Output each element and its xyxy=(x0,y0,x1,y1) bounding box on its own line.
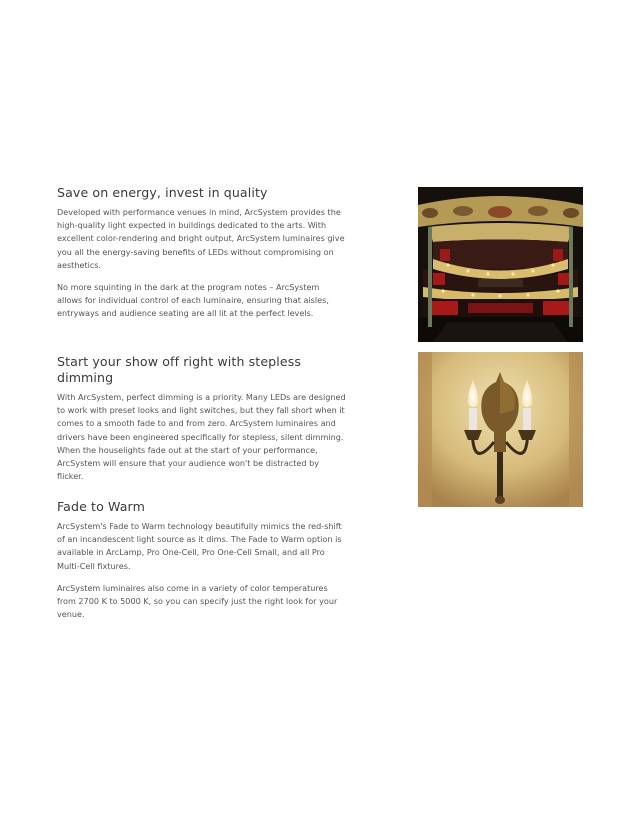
section-fade-to-warm xyxy=(57,499,347,630)
theater-interior-photo xyxy=(418,187,583,342)
paragraph: ArcSystem luminaires also come in a variety of color temperatures from 2700 K to 5000 K, so you can specify just the right look for your venue. xyxy=(57,582,338,620)
paragraph: Developed with performance venues in mind, ArcSystem provides the high-quality light expected in buildings dedicated to the arts. With excellent color-rendering and bright output, ArcSystem luminaires give you all the energy-saving benefits of LEDs without compromising on aesthetics. xyxy=(57,207,345,270)
section-heading: Fade to Warm xyxy=(57,499,145,514)
paragraph: With ArcSystem, perfect dimming is a priority. Many LEDs are designed to work with preset looks and light switches, but they fall short when it comes to a smooth fade to and from zero. ArcSystem luminaires and drivers have been engineered specifically for stepless, silent dimming. When the houselights fade out at the start of your performance, ArcSystem will ensure that your audience won't be distracted by flicker. xyxy=(57,392,346,482)
section-stepless-dimming xyxy=(57,354,347,492)
section-heading: Save on energy, invest in quality xyxy=(57,185,268,200)
wall-sconce-photo xyxy=(418,352,583,507)
section-heading: Start your show off right with stepless dimming xyxy=(57,354,302,385)
paragraph: No more squinting in the dark at the program notes – ArcSystem allows for individual control of each luminaire, ensuring that aisles, entryways and audience seating are all lit at the perfect levels. xyxy=(57,282,329,319)
section-energy-quality xyxy=(57,185,347,330)
paragraph: ArcSystem's Fade to Warm technology beautifully mimics the red-shift of an incandescent light source as it dims. The Fade to Warm option is available in ArcLamp, Pro One-Cell, Pro One-Cell Small, and all Pro Multi-Cell fixtures. xyxy=(57,521,342,571)
